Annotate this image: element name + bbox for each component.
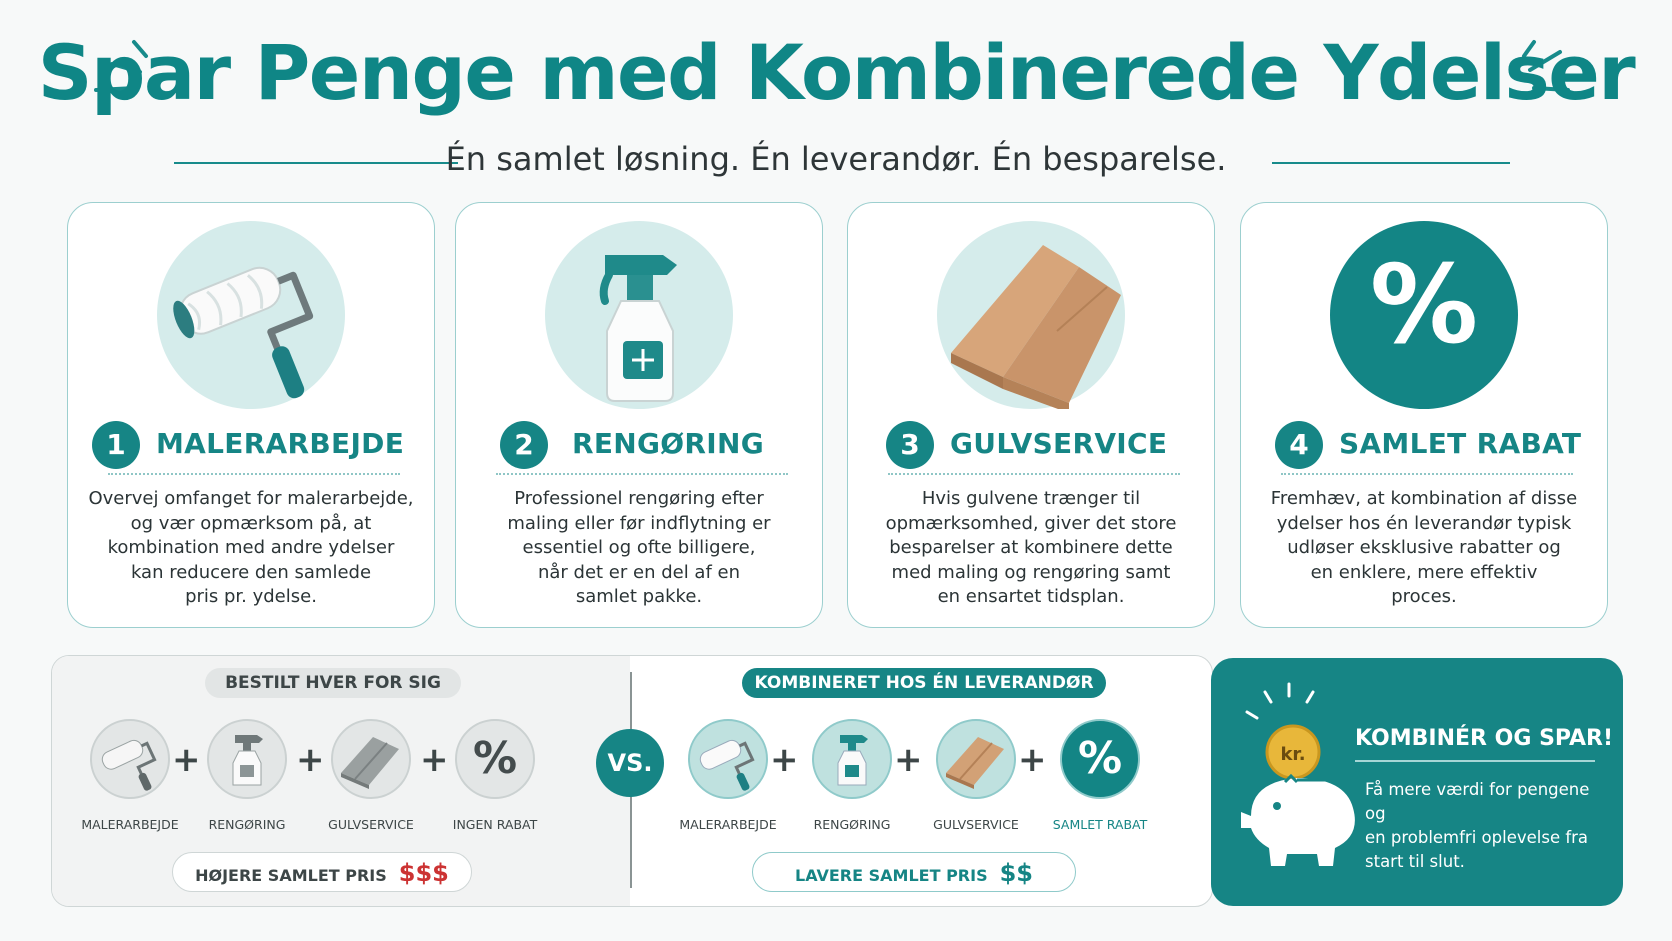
item-label: INGEN RABAT	[452, 817, 538, 832]
item-label: GULVSERVICE	[933, 817, 1019, 832]
plus-sign: +	[894, 740, 923, 780]
service-card-painting	[67, 202, 435, 628]
service-card-discount	[1240, 202, 1608, 628]
promo-panel	[1211, 658, 1623, 906]
wood-plank-icon	[331, 719, 411, 799]
lower-price-badge: LAVERE SAMLET PRIS $$	[752, 852, 1076, 892]
card-description: Professionel rengøring efter maling eller før indflytning er essentiel og ofte billigere, når det er en del af en samlet pakke.	[507, 488, 771, 607]
step-number: 3	[886, 421, 934, 469]
paint-roller-icon	[157, 221, 345, 409]
page-title: Spar Penge med Kombinerede Ydelser	[37, 28, 1635, 117]
higher-price-badge: HØJERE SAMLET PRIS $$$	[172, 852, 472, 892]
step-number: 2	[500, 421, 548, 469]
step-number: 1	[92, 421, 140, 469]
subtitle-row	[0, 140, 1672, 184]
plus-sign: +	[172, 740, 201, 780]
card-description: Fremhæv, at kombination af disse ydelser hos én leverandør typisk udløser eksklusive rabatter og en enklere, mere effektiv proces.	[1270, 488, 1578, 607]
promo-title: KOMBINÉR OG SPAR!	[1355, 726, 1614, 751]
item-label: RENGØRING	[208, 817, 286, 832]
divider-line	[1355, 760, 1595, 762]
item-label: SAMLET RABAT	[1052, 817, 1148, 832]
dotted-divider	[108, 473, 400, 475]
item-label: MALERARBEJDE	[81, 817, 179, 832]
card-title: GULVSERVICE	[950, 427, 1168, 460]
dotted-divider	[1281, 473, 1573, 475]
plus-sign: +	[420, 740, 449, 780]
spray-bottle-icon	[545, 221, 733, 409]
vs-badge: VS.	[596, 729, 664, 797]
item-label: MALERARBEJDE	[679, 817, 777, 832]
promo-text: Få mere værdi for pengene og en problemfri oplevelse fra start til slut.	[1365, 780, 1590, 871]
piggy-bank-icon	[1211, 658, 1361, 906]
step-number: 4	[1275, 421, 1323, 469]
wood-plank-icon	[937, 221, 1125, 409]
paint-roller-icon	[90, 719, 170, 799]
plus-sign: +	[296, 740, 325, 780]
comparison-panel	[51, 655, 1213, 907]
paint-roller-icon	[688, 719, 768, 799]
spray-bottle-icon	[207, 719, 287, 799]
dotted-divider	[496, 473, 788, 475]
percent-icon: %	[1060, 719, 1140, 799]
percent-icon: %	[455, 719, 535, 799]
item-label: GULVSERVICE	[328, 817, 414, 832]
wood-plank-icon	[936, 719, 1016, 799]
dotted-divider	[888, 473, 1180, 475]
combined-label: KOMBINERET HOS ÉN LEVERANDØR	[742, 668, 1106, 698]
card-description: Hvis gulvene trænger til opmærksomhed, giver det store besparelser at kombinere dette med maling og rengøring samt en ensartet tidsplan.	[885, 488, 1177, 607]
divider-line	[1272, 162, 1510, 164]
page-subtitle: Én samlet løsning. Én leverandør. Én besparelse.	[445, 140, 1227, 178]
card-title: MALERARBEJDE	[156, 427, 405, 460]
spray-bottle-icon	[812, 719, 892, 799]
card-title: SAMLET RABAT	[1339, 427, 1582, 460]
item-label: RENGØRING	[813, 817, 891, 832]
card-title: RENGØRING	[572, 427, 765, 460]
service-card-cleaning	[455, 202, 823, 628]
separate-label: BESTILT HVER FOR SIG	[205, 668, 461, 698]
plus-sign: +	[770, 740, 799, 780]
service-card-flooring	[847, 202, 1215, 628]
card-description: Overvej omfanget for malerarbejde, og vær opmærksom på, at kombination med andre ydelser kan reducere den samlede pris pr. ydelse.	[88, 488, 414, 607]
percent-icon: %	[1330, 221, 1518, 409]
plus-sign: +	[1018, 740, 1047, 780]
svg-text:kr.: kr.	[1280, 744, 1306, 765]
